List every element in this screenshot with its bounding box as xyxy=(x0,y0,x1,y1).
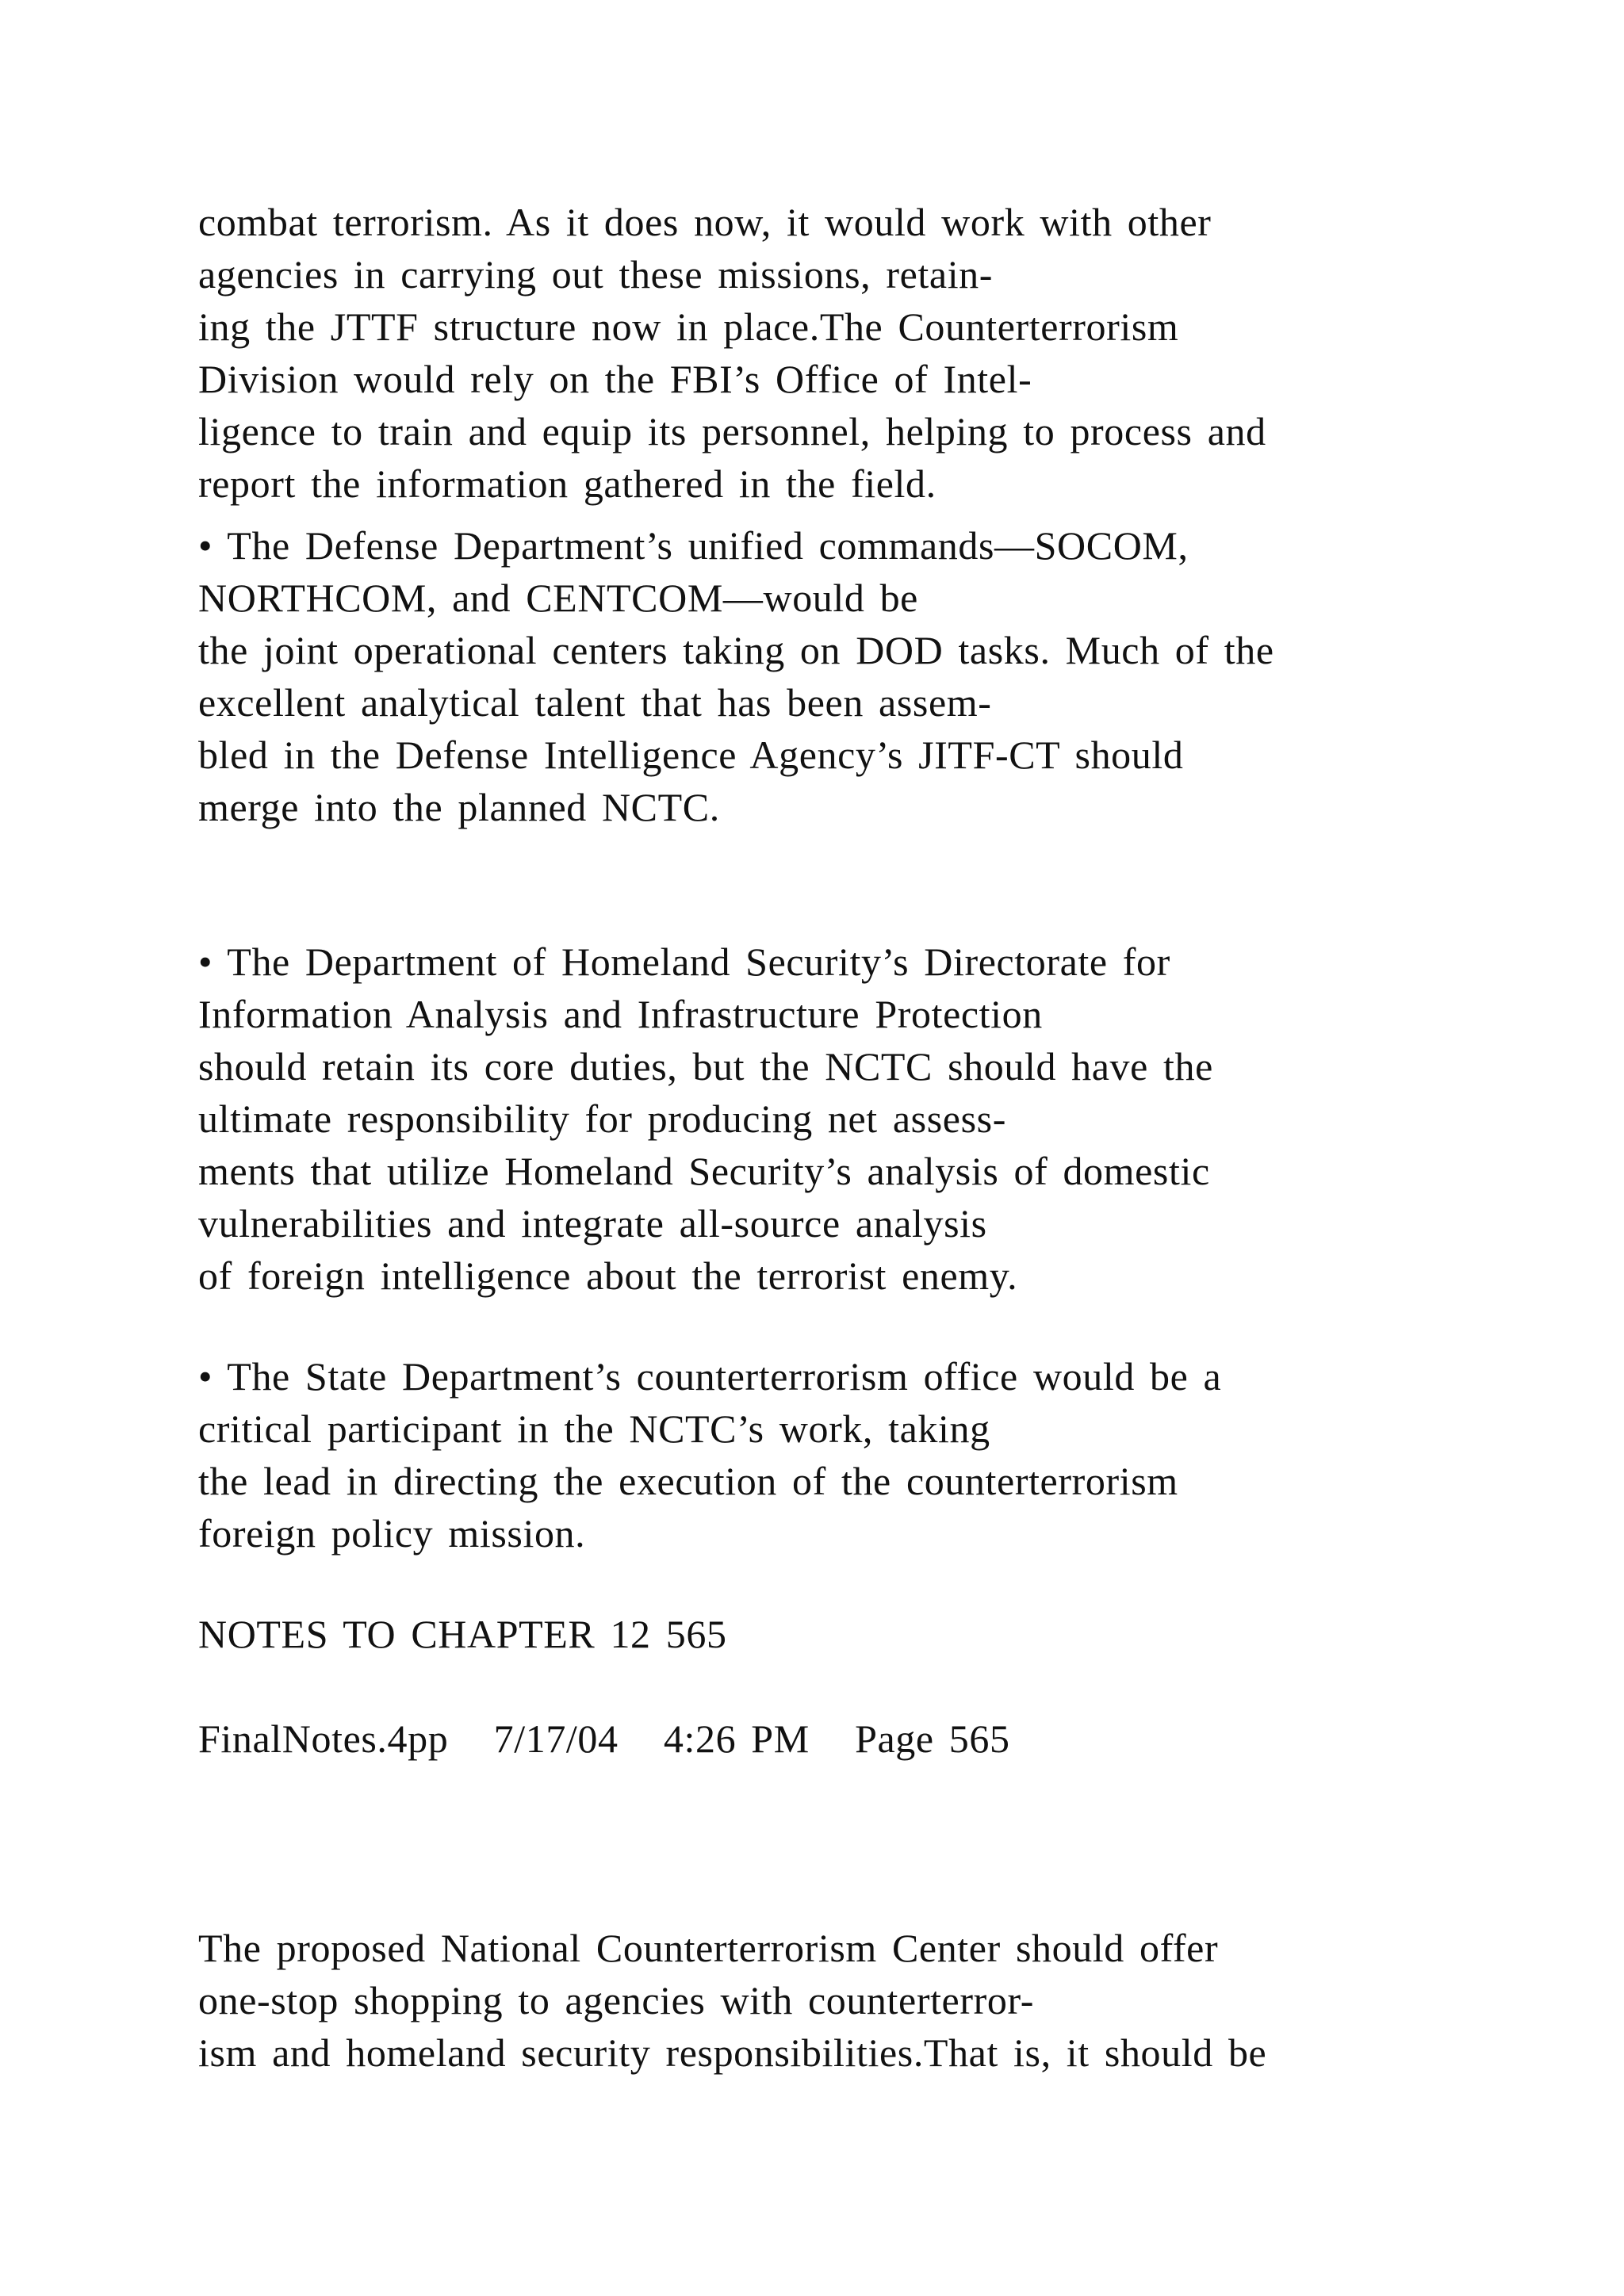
paragraph-fbi-counterterrorism xyxy=(198,196,1546,510)
notes-heading xyxy=(198,1608,1546,1660)
notes-heading-text: NOTES TO CHAPTER 12 565 xyxy=(198,1612,727,1656)
text-line: • The Defense Department’s unified commands—SOCOM, xyxy=(198,523,1189,568)
text-line: ligence to train and equip its personnel, helping to process and xyxy=(198,409,1266,453)
text-line: excellent analytical talent that has been assem- xyxy=(198,680,992,725)
text-line: combat terrorism. As it does now, it would work with other xyxy=(198,200,1212,244)
text-line: agencies in carrying out these missions, retain- xyxy=(198,252,994,297)
text-line: merge into the planned NCTC. xyxy=(198,785,720,829)
text-line: The proposed National Counterterrorism Center should offer xyxy=(198,1926,1219,1970)
text-line: • The State Department’s counterterrorism office would be a xyxy=(198,1354,1222,1399)
paragraph-state-department xyxy=(198,1350,1546,1559)
text-line: ments that utilize Homeland Security’s analysis of domestic xyxy=(198,1149,1210,1193)
print-stamp xyxy=(198,1712,1546,1765)
text-line: ing the JTTF structure now in place.The Counterterrorism xyxy=(198,304,1179,349)
text-line: Information Analysis and Infrastructure Protection xyxy=(198,992,1043,1036)
text-line: ultimate responsibility for producing net assess- xyxy=(198,1096,1006,1141)
text-line: bled in the Defense Intelligence Agency’s JITF-CT should xyxy=(198,733,1184,777)
text-line: ism and homeland security responsibilities.That is, it should be xyxy=(198,2030,1267,2075)
text-line: should retain its core duties, but the NCTC should have the xyxy=(198,1044,1213,1089)
text-line: vulnerabilities and integrate all-source analysis xyxy=(198,1201,987,1246)
text-line: one-stop shopping to agencies with counterterror- xyxy=(198,1978,1034,2022)
text-line: Division would rely on the FBI’s Office of Intel- xyxy=(198,357,1032,401)
text-line: the joint operational centers taking on DOD tasks. Much of the xyxy=(198,628,1274,672)
print-stamp-text: FinalNotes.4pp 7/17/04 4:26 PM Page 565 xyxy=(198,1716,1010,1761)
text-line: report the information gathered in the field. xyxy=(198,461,936,506)
text-line: critical participant in the NCTC’s work, taking xyxy=(198,1406,990,1451)
paragraph-homeland-security xyxy=(198,936,1546,1302)
text-line: foreign policy mission. xyxy=(198,1511,586,1556)
text-line: • The Department of Homeland Security’s Directorate for xyxy=(198,939,1170,984)
text-line: NORTHCOM, and CENTCOM—would be xyxy=(198,576,918,620)
paragraph-nctc-one-stop xyxy=(198,1922,1546,2079)
text-line: of foreign intelligence about the terrorist enemy. xyxy=(198,1253,1018,1298)
text-line: the lead in directing the execution of the counterterrorism xyxy=(198,1459,1178,1503)
paragraph-defense-department xyxy=(198,519,1546,833)
